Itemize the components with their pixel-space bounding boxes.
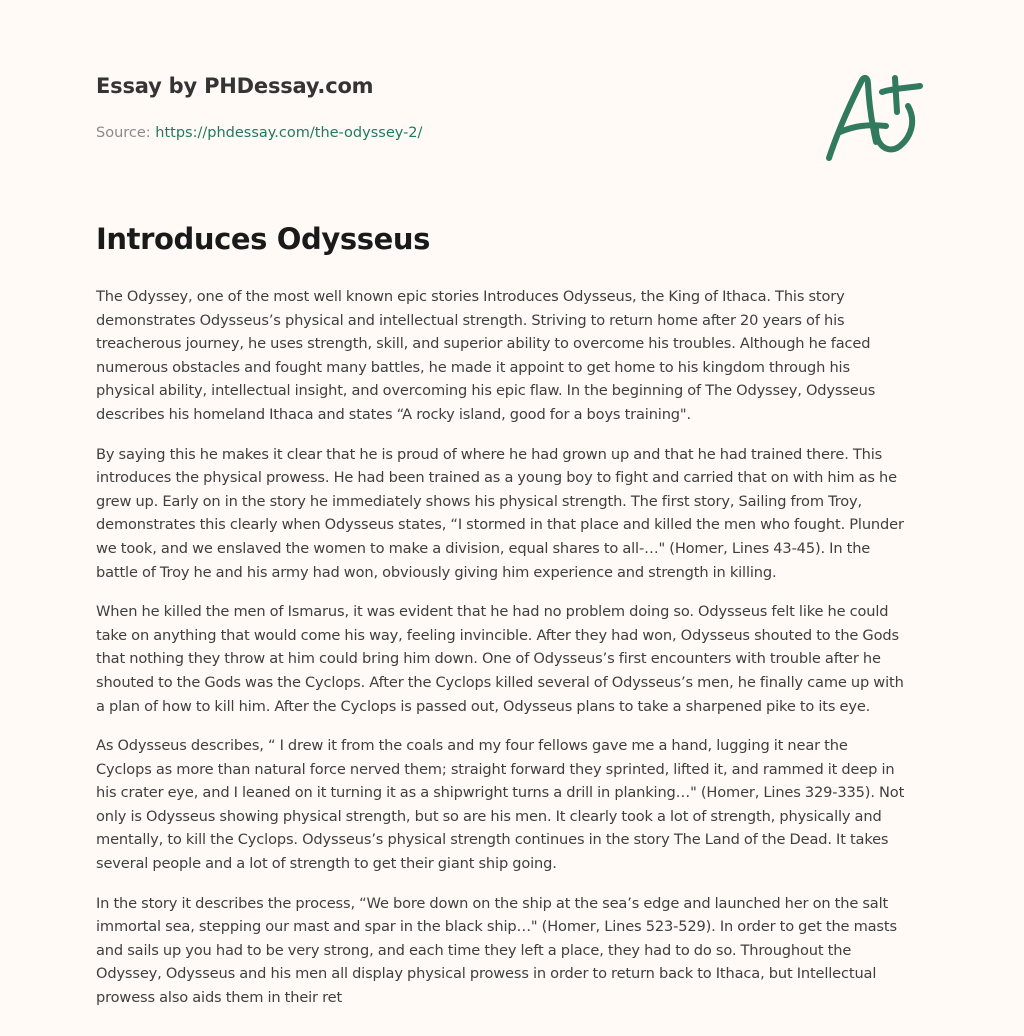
text-line: immortal sea, stepping our mast and spar in the black ship…" (Homer, Lines 523-529). In order to get the masts	[96, 918, 897, 936]
article-body	[96, 285, 932, 1026]
text-line: introduces the physical prowess. He had been trained as a young boy to fight and carried that on with him as he	[96, 469, 897, 487]
text-line: a plan of how to kill him. After the Cyclops is passed out, Odysseus plans to take a sharpened pike to its eye.	[96, 697, 871, 715]
text-line: Odyssey, Odysseus and his men all display physical prowess in order to return back to Ithaca, but Intellectual	[96, 965, 877, 983]
paragraph	[96, 734, 932, 876]
paragraph	[96, 443, 932, 585]
text-line: When he killed the men of Ismarus, it was evident that he had no problem doing so. Odysseus felt like he could	[96, 603, 889, 621]
text-line: By saying this he makes it clear that he is proud of where he had grown up and that he had trained there. This	[96, 445, 883, 463]
text-line: that nothing they throw at him could bring him down. One of Odysseus’s first encounters with trouble after he	[96, 650, 881, 668]
text-line: mentally, to kill the Cyclops. Odysseus’s physical strength continues in the story The Land of the Dead. It takes	[96, 831, 889, 849]
text-line: battle of Troy he and his army had won, obviously giving him experience and strength in killing.	[96, 563, 777, 581]
text-line: As Odysseus describes, “ I drew it from the coals and my four fellows gave me a hand, lugging it near the	[96, 737, 848, 755]
source-link[interactable]: https://phdessay.com/the-odyssey-2/	[155, 125, 423, 141]
page-title: Introduces Odysseus	[96, 222, 430, 256]
text-line: take on anything that would come his way, feeling invincible. After they had won, Odysseus shouted to the Gods	[96, 626, 899, 644]
text-line: numerous obstacles and fought many battles, he made it appoint to get home to his kingdom through his	[96, 358, 850, 376]
text-line: Cyclops as more than natural force nerved them; straight forward they sprinted, lifted it, and rammed it deep in	[96, 760, 895, 778]
paragraph	[96, 600, 932, 718]
text-line: In the story it describes the process, “We bore down on the ship at the sea’s edge and launched her on the salt	[96, 894, 889, 912]
paragraph	[96, 892, 932, 1010]
a-plus-grade-icon	[820, 66, 932, 166]
text-line: physical ability, intellectual insight, and overcoming his epic flaw. In the beginning of The Odyssey, Odysseus	[96, 382, 876, 400]
text-line: The Odyssey, one of the most well known epic stories Introduces Odysseus, the King of Ithaca. This story	[96, 288, 845, 305]
paragraph	[96, 285, 932, 427]
text-line: demonstrates this clearly when Odysseus states, “I stormed in that place and killed the men who fought. Plunder	[96, 516, 904, 534]
text-line: describes his homeland Ithaca and states “A rocky island, good for a boys training".	[96, 405, 691, 423]
text-line: demonstrates Odysseus’s physical and intellectual strength. Striving to return home after 20 years of his	[96, 311, 845, 329]
source-line	[96, 125, 422, 141]
text-line: shouted to the Gods was the Cyclops. After the Cyclops killed several of Odysseus’s men, he finally came up with	[96, 673, 904, 691]
text-line: grew up. Early on in the story he immediately shows his physical strength. The first story, Sailing from Troy,	[96, 492, 862, 510]
text-line: only is Odysseus showing physical strength, but so are his men. It clearly took a lot of strength, physically and	[96, 807, 882, 825]
text-line: we took, and we enslaved the women to make a division, equal shares to all-…" (Homer, Lines 43-45). In the	[96, 539, 871, 557]
source-label: Source:	[96, 125, 151, 141]
text-line: treacherous journey, he uses strength, skill, and superior ability to overcome his troubles. Although he faced	[96, 335, 871, 353]
text-line: and sails up you had to be very strong, and each time they left a place, they had to do so. Throughout the	[96, 941, 852, 959]
text-line: several people and a lot of strength to get their giant ship going.	[96, 855, 557, 873]
text-line: prowess also aids them in their ret	[96, 989, 343, 1007]
site-header	[96, 74, 936, 141]
site-title: Essay by PHDessay.com	[96, 74, 374, 98]
text-line: his crater eye, and I leaned on it turning it as a shipwright turns a drill in planking…" (Homer, Lines 329-335). Not	[96, 784, 905, 802]
